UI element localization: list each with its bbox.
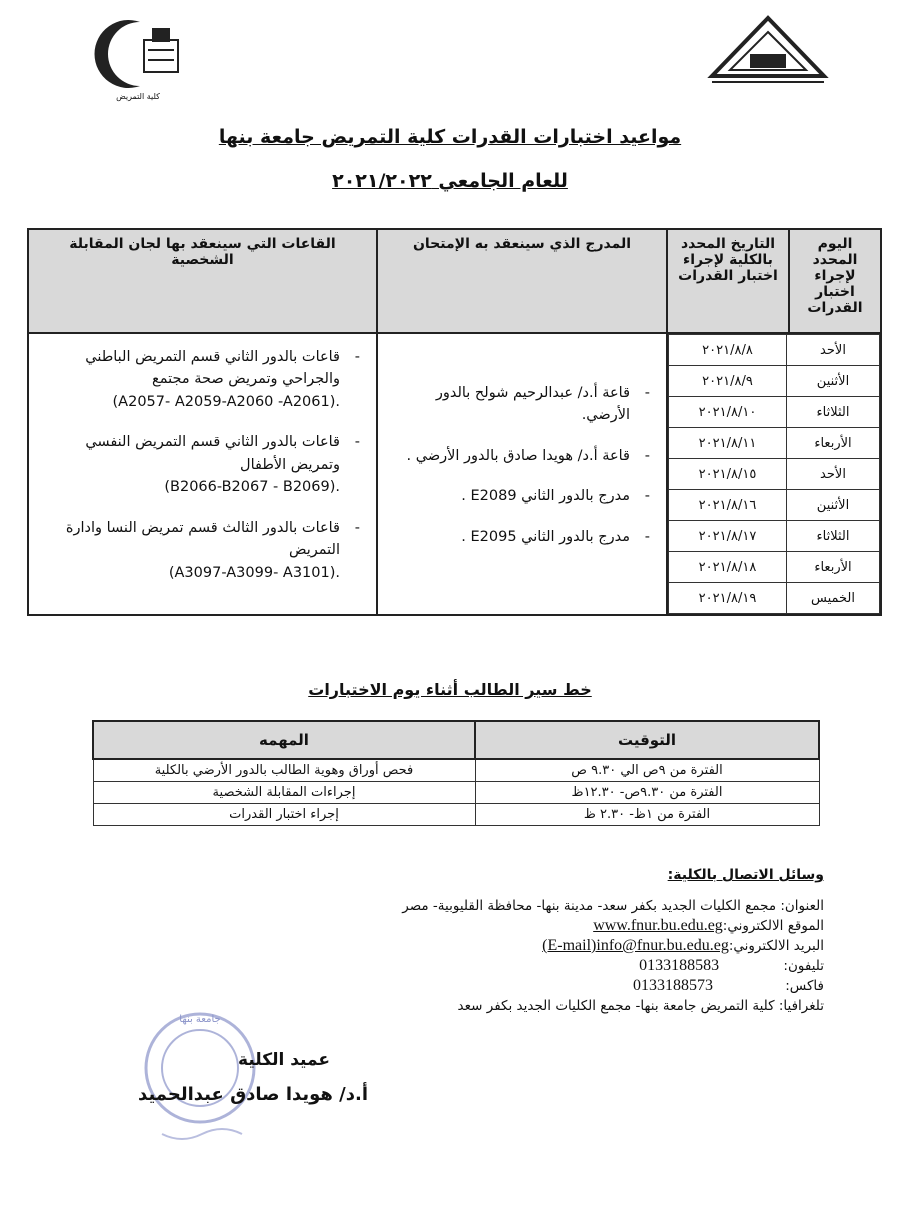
header-task: المهمه	[93, 721, 475, 759]
table-row	[669, 521, 880, 552]
table-row	[669, 583, 880, 614]
time-cell: الفترة من ٩.٣٠ص- ١٢.٣٠ظ	[475, 782, 819, 804]
contact-address: العنوان: مجمع الكليات الجديد بكفر سعد- مدينة بنها- محافظة القليوبية- مصر	[402, 898, 824, 914]
header-time: التوقيت	[475, 721, 819, 759]
website-link[interactable]: www.fnur.bu.edu.eg	[593, 917, 723, 934]
date-cell: ٢٠٢١/٨/١٦	[669, 490, 787, 521]
contact-telegraph: تلغرافيا: كلية التمريض جامعة بنها- مجمع الكليات الجديد بكفر سعد	[457, 998, 824, 1014]
table-row	[93, 759, 819, 782]
day-cell: الأربعاء	[787, 552, 880, 583]
contact-email-row	[224, 936, 824, 956]
day-cell: الأثنين	[787, 490, 880, 521]
hall-item: - مدرج بالدور الثاني E2095 .	[392, 526, 630, 548]
contact-block	[224, 896, 824, 1016]
day-date-table	[668, 334, 880, 614]
table-row	[669, 366, 880, 397]
phone-label: تليفون:	[783, 958, 824, 974]
email-label: البريد الالكتروني:	[728, 938, 824, 954]
task-cell: إجراءات المقابلة الشخصية	[93, 782, 475, 804]
exam-schedule-table	[27, 228, 882, 616]
phone-number: 0133188583	[639, 957, 720, 974]
website-label: الموقع الالكتروني:	[722, 918, 824, 934]
day-cell: الثلاثاء	[787, 397, 880, 428]
halls-cell	[377, 333, 667, 615]
room-text: قاعات بالدور الثاني قسم التمريض النفسي وتمريض الأطفال	[85, 434, 340, 473]
room-codes: (A2057- A2059-A2060 -A2061).	[112, 393, 340, 410]
faculty-logo	[88, 14, 188, 101]
page-subtitle: للعام الجامعي ٢٠٢١/٢٠٢٢	[332, 170, 568, 192]
dean-title: عميد الكلية	[238, 1050, 330, 1070]
rooms-list	[43, 346, 362, 584]
task-cell: فحص أوراق وهوية الطالب بالدور الأرضي بالكلية	[93, 759, 475, 782]
task-cell: إجراء اختبار القدرات	[93, 804, 475, 826]
day-cell: الأثنين	[787, 366, 880, 397]
room-item	[43, 346, 340, 413]
room-text: قاعات بالدور الثاني قسم التمريض الباطني والجراحي وتمريض صحة مجتمع	[85, 348, 340, 388]
seal-text: جامعة بنها	[179, 1014, 221, 1025]
header-rooms: القاعات التي سينعقد بها لجان المقابلة الشخصية	[28, 229, 377, 333]
time-cell: الفترة من ١ظ- ٢.٣٠ ظ	[475, 804, 819, 826]
contact-fax-row	[224, 976, 824, 996]
contact-phone-row	[224, 956, 824, 976]
room-codes: (B2066-B2067 - B2069).	[164, 479, 340, 496]
hall-item: - قاعة أ.د/ عبدالرحيم شولح بالدور الأرضي.	[392, 382, 630, 427]
rooms-cell	[28, 333, 377, 615]
day-cell: الأحد	[787, 335, 880, 366]
hall-item: - قاعة أ.د/ هويدا صادق بالدور الأرضي .	[392, 445, 630, 467]
date-cell: ٢٠٢١/٨/١١	[669, 428, 787, 459]
table-row	[669, 490, 880, 521]
table-row	[669, 397, 880, 428]
university-logo	[706, 14, 830, 86]
contact-title: وسائل الاتصال بالكلية:	[667, 867, 824, 883]
room-codes: (A3097-A3099- A3101).	[168, 564, 340, 581]
day-cell: الثلاثاء	[787, 521, 880, 552]
student-route-table	[92, 720, 820, 826]
fax-number: 0133188573	[632, 977, 713, 994]
email-link[interactable]: (E-mail)info@fnur.bu.edu.eg	[542, 937, 729, 954]
date-cell: ٢٠٢١/٨/١٧	[669, 521, 787, 552]
day-date-block	[667, 333, 881, 615]
header-hall: المدرج الذي سينعقد به الإمتحان	[377, 229, 667, 333]
halls-list	[392, 382, 652, 548]
table-row	[669, 335, 880, 366]
table-row	[669, 459, 880, 490]
day-cell: الخميس	[787, 583, 880, 614]
header-date: التاريخ المحدد بالكلية لإجراء اختبار القدرات	[667, 229, 789, 333]
dean-name: أ.د/ هويدا صادق عبدالحميد	[138, 1084, 368, 1105]
day-cell: الأربعاء	[787, 428, 880, 459]
table-row	[93, 782, 819, 804]
header-day: اليوم المحدد لإجراء اختبار القدرات	[789, 229, 881, 333]
date-cell: ٢٠٢١/٨/١٠	[669, 397, 787, 428]
date-cell: ٢٠٢١/٨/١٩	[669, 583, 787, 614]
date-cell: ٢٠٢١/٨/١٨	[669, 552, 787, 583]
hall-item: - مدرج بالدور الثاني E2089 .	[392, 485, 630, 507]
fax-label: فاكس:	[785, 978, 824, 994]
day-cell: الأحد	[787, 459, 880, 490]
room-item	[43, 431, 340, 498]
time-cell: الفترة من ٩ص الي ٩.٣٠ ص	[475, 759, 819, 782]
date-cell: ٢٠٢١/٨/١٥	[669, 459, 787, 490]
faculty-seal	[140, 1008, 260, 1148]
table-row	[669, 552, 880, 583]
table-row	[669, 428, 880, 459]
table-row	[93, 804, 819, 826]
page-title: مواعيد اختبارات القدرات كلية التمريض جامعة بنها	[218, 126, 682, 148]
logo-caption: كلية التمريض	[116, 92, 160, 101]
room-item	[43, 517, 340, 584]
date-cell: ٢٠٢١/٨/٨	[669, 335, 787, 366]
schedule-title: خط سير الطالب أثناء يوم الاختبارات	[308, 680, 592, 699]
room-text: قاعات بالدور الثالث قسم تمريض النسا وادارة التمريض	[65, 519, 340, 559]
contact-website-row	[224, 916, 824, 936]
date-cell: ٢٠٢١/٨/٩	[669, 366, 787, 397]
